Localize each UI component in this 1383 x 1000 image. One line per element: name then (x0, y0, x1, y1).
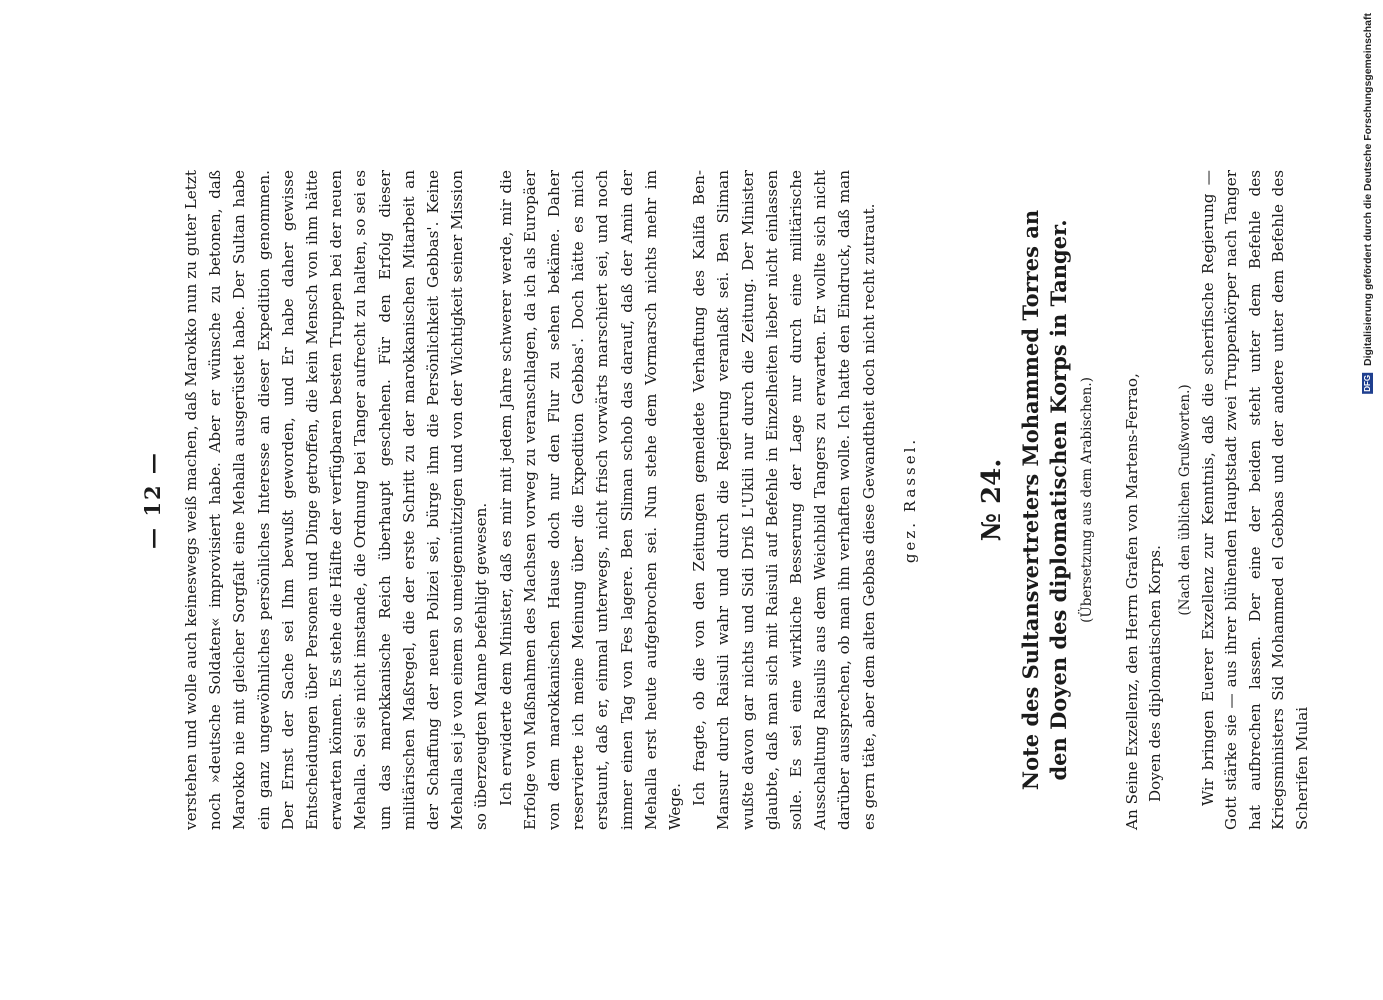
document-title: Note des Sultansvertreters Mohammed Torres an den Doyen des diplomatischen Korps in Tanger. (1017, 209, 1071, 791)
paragraph-1: verstehen und wolle auch keineswegs weiß machen, daß Marokko nun zu guter Letzt noch »deutsche Soldaten« improvisiert habe. Aber er wünsche zu betonen, daß Marokko nie mit gleicher Sorgfalt eine Mehalla ausgerüstet habe. Der Sultan habe ein ganz ungewöhnliches persönliches Interesse an dieser Expedition genommen. Der Ernst der Sache sei Ihm bewußt geworden, und Er habe daher gewisse Entscheidungen über Personen und Dinge getroffen, die kein Mensch von ihm hätte erwarten können. Es stehe die Hälfte der verfügbaren besten Truppen bei der neuen Mehalla. Sei sie nicht imstande, die Ordnung bei Tanger aufrecht zu halten, so sei es um das marokkanische Reich überhaupt geschehen. Für den Erfolg dieser militärischen Maßregel, die der erste Schritt zu der marokkanischen Mitarbeit an der Schaffung der neuen Polizei sei, bürge ihm die Persönlichkeit Gebbas'. Keine Mehalla sei je von einem so umeigennützigen und von der Wichtigkeit seiner Mission so überzeugten Manne befehligt gewesen. (182, 170, 491, 830)
paragraph-2: Ich erwiderte dem Minister, daß es mir mit jedem Jahre schwerer werde, mir die Erfolge von Maßnahmen des Machsen vorweg zu veranschlagen, da ich als Europäer von dem marokkanischen Hause doch nur den Flur zu sehen bekäme. Daher reservierte ich meine Meinung über die Expedition Gebbas'. Doch hätte es mich erstaunt, daß er, einmal unterwegs, nicht frisch vorwärts marschiert sei, und noch immer einen Tag von Fes lagere. Ben Sliman schob das darauf, daß der Amin der Mehalla erst heute aufgebrochen sei. Nun stehe dem Vormarsch nichts mehr im Wege. (496, 170, 685, 830)
scanned-page (140, 170, 1311, 830)
address-line-2: Doyen des diplomatischen Korps. (1145, 545, 1164, 802)
address-line-1: An Seine Exzellenz, den Herrn Grafen von Martens-Ferrao, (1122, 373, 1141, 830)
paragraph-4: Wir bringen Euerer Exzellenz zur Kenntnis, daß die scherifische Regierung — Gott stärke sie — aus ihrer blühenden Hauptstadt zwei Truppenkörper nach Tanger hat aufbrechen lassen. Der eine der beiden steht unter dem Befehle des Kriegsministers Sid Mohammed el Gebbas und der andere unter dem Befehle des Scherifen Mulai (1198, 170, 1311, 830)
page-number: — 12 — (140, 451, 165, 549)
address-block (1121, 170, 1167, 830)
document-subtitle: (Übersetzung aus dem Arabischen.) (1078, 377, 1095, 623)
signature: gez. Rassel. (900, 436, 919, 564)
greeting: (Nach den üblichen Grußworten.) (1176, 384, 1193, 616)
dfg-logo: DFG (1363, 374, 1372, 392)
digitization-credit (1356, 12, 1380, 392)
document-number: № 24. (976, 458, 1007, 542)
body-text (179, 170, 881, 830)
credit-text: Digitalisierung gefördert durch die Deutsche Forschungsgemeinschaft (1362, 12, 1374, 366)
paragraph-3: Ich fragte, ob die von den Zeitungen gemeldete Verhaftung des Kalifa Ben-Mansur durch Raisuli wahr und durch die Regierung veranlaßt sei. Ben Sliman wußte davon gar nichts und Sidi Driß L'Ukili nur durch die Zeitung. Der Minister glaubte, daß man sich mit Raisuli auf Befehle in Einzelheiten lieber nicht einlassen solle. Es sei eine wirkliche Besserung der Lage nur durch eine militärische Ausschaltung Raisulis aus dem Weichbild Tangers zu erwarten. Er wollte sich nicht darüber aussprechen, ob man ihn verhaften wolle. Ich hatte den Eindruck, daß man es gern täte, aber dem alten Gebbas diese Gewandtheit doch nicht recht zutraut. (690, 170, 878, 830)
